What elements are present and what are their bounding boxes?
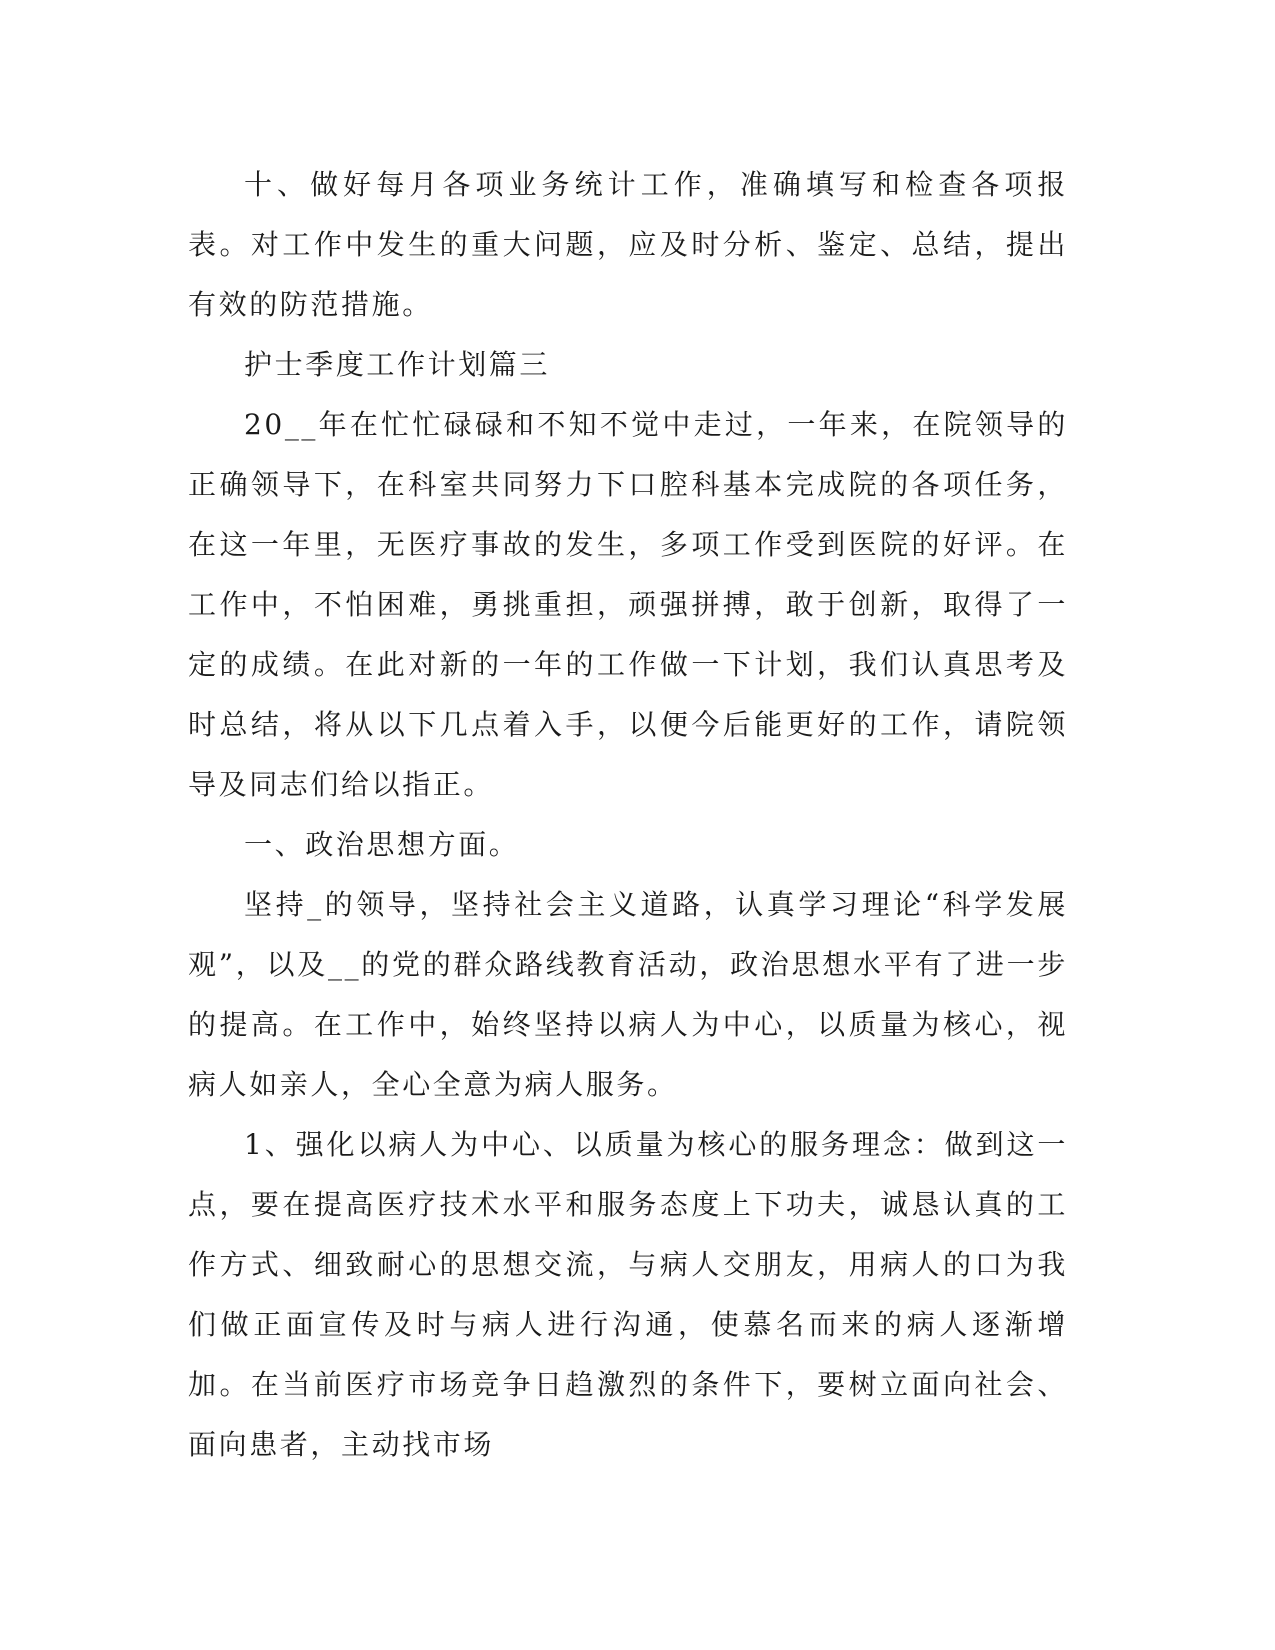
paragraph-political: 坚持_的领导，坚持社会主义道路，认真学习理论“科学发展观”，以及__的党的群众路线教育活动，政治思想水平有了进一步的提高。在工作中，始终坚持以病人为中心，以质量为核心，视病人如亲人，全心全意为病人服务。 xyxy=(188,888,1068,1101)
document-body xyxy=(188,155,1068,1475)
paragraph-item-ten: 十、做好每月各项业务统计工作，准确填写和检查各项报表。对工作中发生的重大问题，应及时分析、鉴定、总结，提出有效的防范措施。 xyxy=(188,168,1068,321)
paragraph-intro: 20__年在忙忙碌碌和不知不觉中走过，一年来，在院领导的正确领导下，在科室共同努力下口腔科基本完成院的各项任务，在这一年里，无医疗事故的发生，多项工作受到医院的好评。在工作中，不怕困难，勇挑重担，顽强拼搏，敢于创新，取得了一定的成绩。在此对新的一年的工作做一下计划，我们认真思考及时总结，将从以下几点着入手，以便今后能更好的工作，请院领导及同志们给以指正。 xyxy=(188,408,1068,801)
section-heading: 护士季度工作计划篇三 xyxy=(244,348,551,381)
subsection-heading-political: 一、政治思想方面。 xyxy=(244,828,520,861)
paragraph-service-concept: 1、强化以病人为中心、以质量为核心的服务理念：做到这一点，要在提高医疗技术水平和服务态度上下功夫，诚恳认真的工作方式、细致耐心的思想交流，与病人交朋友，用病人的口为我们做正面宣传及时与病人进行沟通，使慕名而来的病人逐渐增加。在当前医疗市场竞争日趋激烈的条件下，要树立面向社会、面向患者，主动找市场 xyxy=(188,1128,1068,1461)
